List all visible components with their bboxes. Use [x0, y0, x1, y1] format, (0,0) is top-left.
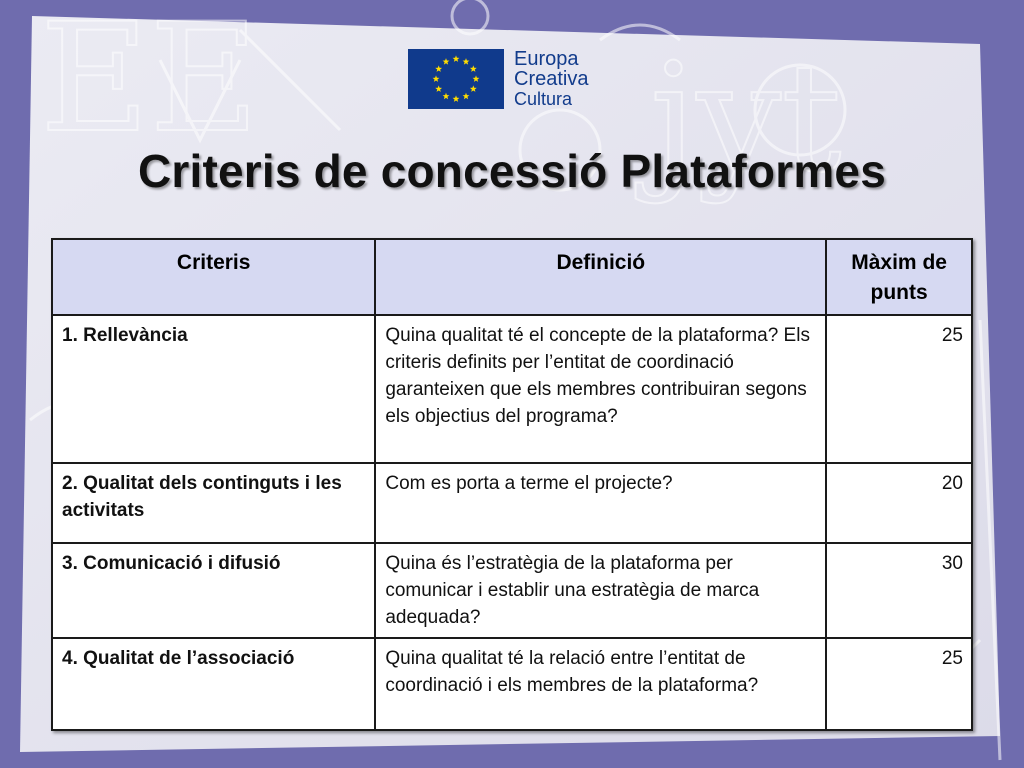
svg-text:jyt: jyt	[650, 32, 842, 206]
row-punts: 20	[826, 463, 972, 543]
row-punts: 30	[826, 543, 972, 638]
row-criteri: 2. Qualitat dels continguts i les activitats	[52, 463, 375, 543]
row-definicio: Quina qualitat té la relació entre l’entitat de coordinació i els membres de la plataforma?	[375, 638, 826, 730]
slide-title: Criteris de concessió Plataformes	[137, 145, 886, 197]
row-definicio: Quina qualitat té el concepte de la plataforma? Els criteris definits per l’entitat de coordinació garanteixen que els membres contribuiran segons els objectius del programa?	[375, 315, 826, 463]
header-criteris: Criteris	[52, 239, 375, 315]
logo-line-creativa: Creativa	[514, 68, 589, 90]
row-punts: 25	[826, 315, 972, 463]
table-header-row	[52, 239, 972, 315]
europa-creativa-logo	[408, 48, 588, 110]
logo-line-europa: Europa	[514, 48, 579, 70]
row-definicio: Quina és l’estratègia de la plataforma per comunicar i establir una estratègia de marca adequada?	[375, 543, 826, 638]
svg-text:EE: EE	[40, 0, 259, 166]
header-definicio: Definició	[375, 239, 826, 315]
row-criteri: 4. Qualitat de l’associació	[52, 638, 375, 730]
header-maxim-punts: Màxim de punts	[826, 239, 972, 315]
row-punts: 25	[826, 638, 972, 730]
row-criteri: 1. Rellevància	[52, 315, 375, 463]
criteria-table	[51, 238, 973, 731]
row-definicio: Com es porta a terme el projecte?	[375, 463, 826, 543]
table-row	[52, 638, 972, 730]
eu-flag-icon	[408, 49, 504, 109]
table-row	[52, 543, 972, 638]
row-criteri: 3. Comunicació i difusió	[52, 543, 375, 638]
table-row	[52, 315, 972, 463]
table-row	[52, 463, 972, 543]
logo-line-cultura: Cultura	[514, 89, 573, 109]
logo-text	[514, 49, 588, 109]
